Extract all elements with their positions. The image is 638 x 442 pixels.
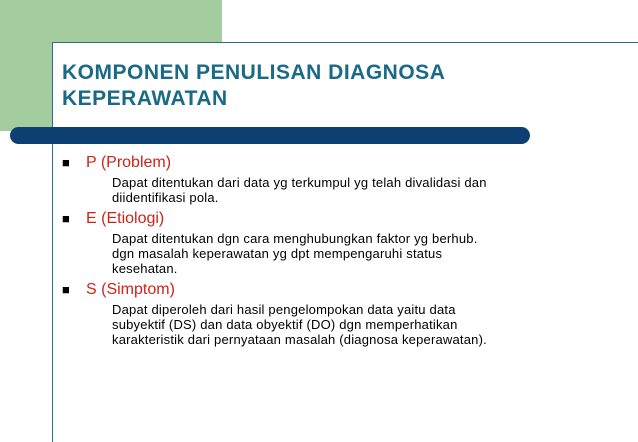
list-item-simptom xyxy=(62,278,622,347)
slide-left-rule xyxy=(52,42,53,442)
square-bullet-icon: ■ xyxy=(62,155,70,170)
slide-title xyxy=(62,60,582,112)
square-bullet-icon: ■ xyxy=(62,211,70,226)
slide-title-line-2: KEPERAWATAN xyxy=(62,87,228,110)
slide-title-line-1: KOMPONEN PENULISAN DIAGNOSA xyxy=(62,61,446,84)
item-description-etiologi xyxy=(112,231,622,276)
description-line: subyektif (DS) dan data obyektif (DO) dgn memperhatikan xyxy=(112,317,458,332)
description-line: Dapat ditentukan dgn cara menghubungkan faktor yg berhub. xyxy=(112,231,478,246)
description-line: diidentifikasi pola. xyxy=(112,190,219,205)
item-title-simptom: S (Simptom) xyxy=(86,281,175,298)
item-title-problem: P (Problem) xyxy=(86,154,172,171)
list-item-problem xyxy=(62,151,622,205)
description-line: dgn masalah keperawatan yg dpt mempengaruhi status xyxy=(112,246,443,261)
description-line: Dapat diperoleh dari hasil pengelompokan data yaitu data xyxy=(112,302,456,317)
description-line: Dapat ditentukan dari data yg terkumpul yg telah divalidasi dan xyxy=(112,175,487,190)
title-underline-bar xyxy=(10,127,530,144)
list-item-etiologi xyxy=(62,207,622,276)
description-line: kesehatan. xyxy=(112,261,178,276)
slide-top-rule xyxy=(52,42,638,43)
square-bullet-icon: ■ xyxy=(62,282,70,297)
item-title-etiologi: E (Etiologi) xyxy=(86,210,165,227)
bullet-list xyxy=(62,151,622,349)
item-description-simptom xyxy=(112,302,622,347)
item-description-problem xyxy=(112,175,622,205)
description-line: karakteristik dari pernyataan masalah (diagnosa keperawatan). xyxy=(112,332,487,347)
